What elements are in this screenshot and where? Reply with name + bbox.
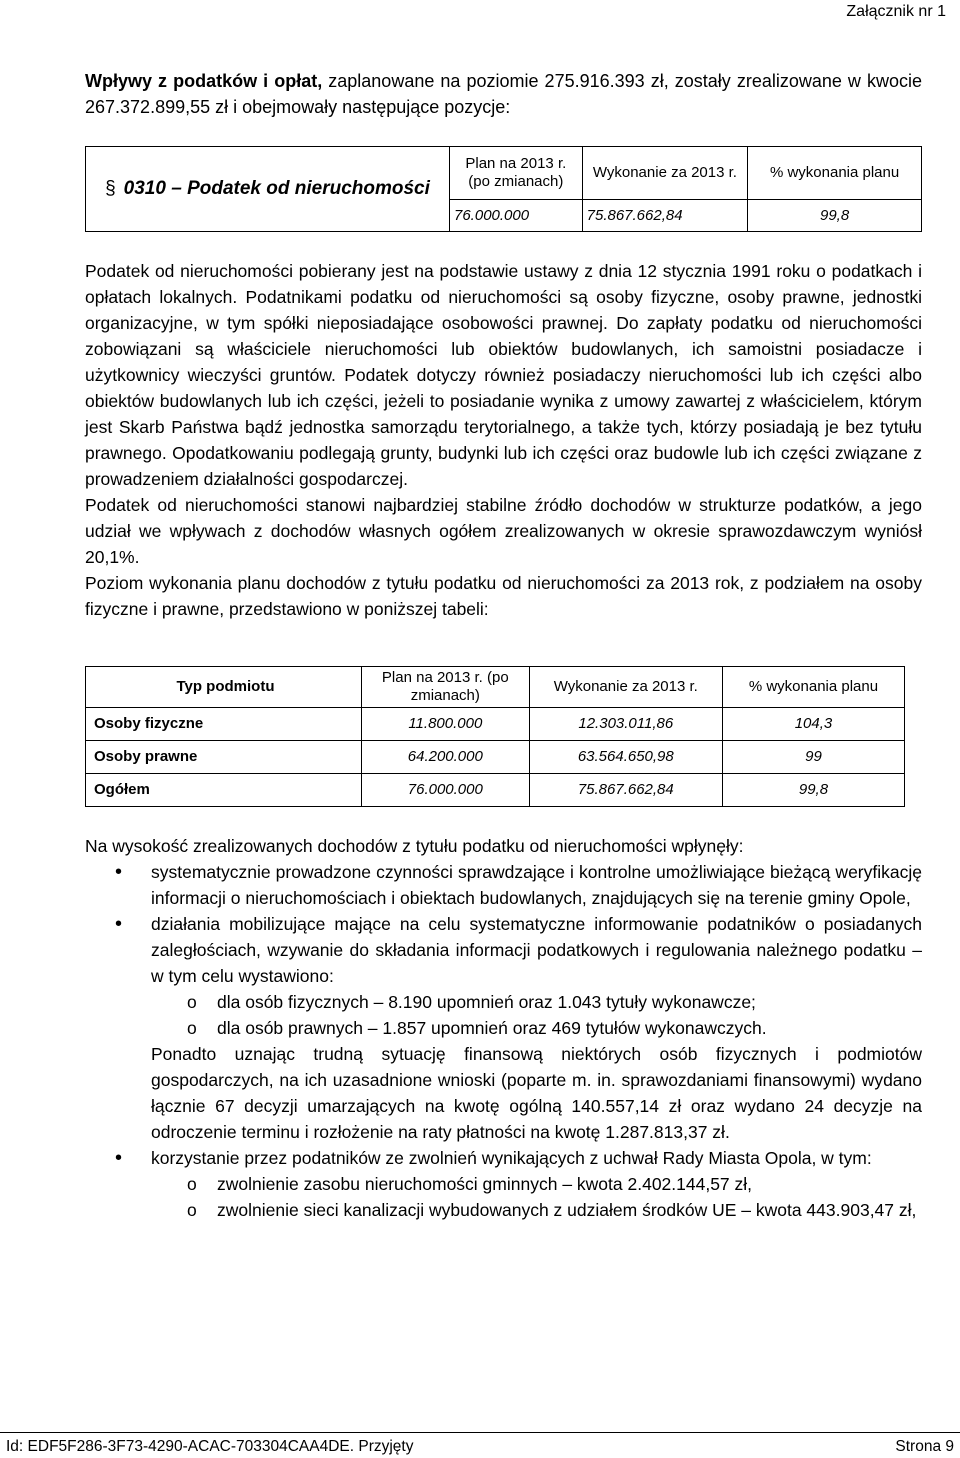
- table-row: [86, 708, 905, 741]
- sub-item-text: dla osób prawnych – 1.857 upomnień oraz 469 tytułów wykonawczych.: [217, 1018, 767, 1038]
- sub-list-item: [187, 1015, 922, 1041]
- page-number: Strona 9: [895, 1438, 954, 1455]
- row-done: 75.867.662,84: [529, 774, 722, 807]
- row-plan: 64.200.000: [361, 741, 529, 774]
- types-header-plan: Plan na 2013 r. (po zmianach): [361, 667, 529, 708]
- types-header-done: Wykonanie za 2013 r.: [529, 667, 722, 708]
- sub-list: [151, 989, 922, 1041]
- page-content: [85, 68, 922, 1223]
- list-item: [115, 859, 922, 911]
- sub-list: [151, 1171, 922, 1223]
- types-header-pct: % wykonania planu: [722, 667, 904, 708]
- row-pct: 104,3: [722, 708, 904, 741]
- intro-paragraph: [85, 68, 922, 120]
- bullet-text: działania mobilizujące mające na celu systematyczne informowanie podatników o posiadanych zaległościach, wzywanie do składania informacji podatkowych i regulowania należnego podatku – w tym celu wystawiono:: [151, 914, 922, 986]
- table-row: [86, 741, 905, 774]
- row-label: Osoby fizyczne: [86, 708, 362, 741]
- summary-value-pct: 99,8: [748, 200, 922, 232]
- bullet-icon: •: [115, 1147, 123, 1169]
- bullet-text: systematycznie prowadzone czynności sprawdzające i kontrolne umożliwiające bieżącą weryfikację informacji o nieruchomościach i obiektach budowlanych, znajdujących się na terenie gminy Opole,: [151, 862, 922, 908]
- sub-list-item: [187, 989, 922, 1015]
- paragraph-3: Poziom wykonania planu dochodów z tytułu podatku od nieruchomości za 2013 rok, z podziałem na osoby fizyczne i prawne, przedstawiono w poniższej tabeli:: [85, 573, 922, 619]
- summary-value-plan: 76.000.000: [450, 200, 583, 232]
- circle-bullet-icon: o: [187, 1200, 197, 1220]
- summary-header-pct: % wykonania planu: [748, 147, 922, 200]
- types-header-type: Typ podmiotu: [86, 667, 362, 708]
- sub-item-text: zwolnienie sieci kanalizacji wybudowanych z udziałem środków UE – kwota 443.903,47 zł,: [217, 1200, 917, 1220]
- sub-item-text: zwolnienie zasobu nieruchomości gminnych – kwota 2.402.144,57 zł,: [217, 1174, 753, 1194]
- intro-bold: Wpływy z podatków i opłat,: [85, 71, 323, 91]
- attachment-label: Załącznik nr 1: [846, 3, 946, 20]
- row-plan: 76.000.000: [361, 774, 529, 807]
- summary-value-done: 75.867.662,84: [582, 200, 748, 232]
- bullet-continuation: Ponadto uznając trudną sytuację finansową niektórych osób fizycznych i podmiotów gospodarczych, na ich uzasadnione wnioski (poparte m. in. sprawozdaniami finansowymi) wydano łącznie 67 decyzji umarzających na kwotę ogólną 140.557,14 zł oraz wydano 24 decyzje na odroczenie terminu i rozłożenie na raty płatności na kwotę 1.287.813,37 zł.: [151, 1044, 922, 1142]
- bullet-text: korzystanie przez podatników ze zwolnień wynikających z uchwał Rady Miasta Opola, w tym:: [151, 1148, 872, 1168]
- sub-list-item: [187, 1197, 922, 1223]
- circle-bullet-icon: o: [187, 1018, 197, 1038]
- types-table: [85, 666, 905, 807]
- document-id: Id: EDF5F286-3F73-4290-ACAC-703304CAA4DE. Przyjęty: [6, 1438, 414, 1455]
- circle-bullet-icon: o: [187, 992, 197, 1012]
- row-label: Ogółem: [86, 774, 362, 807]
- page-footer: [0, 1432, 960, 1457]
- row-label: Osoby prawne: [86, 741, 362, 774]
- table-row: [86, 774, 905, 807]
- row-plan: 11.800.000: [361, 708, 529, 741]
- bullet-icon: •: [115, 861, 123, 883]
- bullet-icon: •: [115, 913, 123, 935]
- row-done: 63.564.650,98: [529, 741, 722, 774]
- row-done: 12.303.011,86: [529, 708, 722, 741]
- list-item: [115, 911, 922, 1145]
- list-title: Na wysokość zrealizowanych dochodów z tytułu podatku od nieruchomości wpłynęły:: [85, 836, 744, 856]
- section-mark: §: [105, 178, 116, 199]
- paragraph-2: Podatek od nieruchomości stanowi najbardziej stabilne źródło dochodów w strukturze podatków, a jego udział we wpływach z dochodów własnych ogółem zrealizowanych w okresie sprawozdawczym wyniósł 20,1%.: [85, 495, 922, 567]
- sub-list-item: [187, 1171, 922, 1197]
- circle-bullet-icon: o: [187, 1174, 197, 1194]
- summary-header-plan: Plan na 2013 r. (po zmianach): [450, 147, 583, 200]
- row-pct: 99: [722, 741, 904, 774]
- row-pct: 99,8: [722, 774, 904, 807]
- summary-table: [85, 146, 922, 232]
- summary-header-done: Wykonanie za 2013 r.: [582, 147, 748, 200]
- influence-list: [85, 859, 922, 1223]
- sub-item-text: dla osób fizycznych – 8.190 upomnień oraz 1.043 tytuły wykonawcze;: [217, 992, 756, 1012]
- summary-title-text: 0310 – Podatek od nieruchomości: [123, 178, 430, 199]
- intro-rest: zaplanowane na poziomie 275.916.393 zł, zostały zrealizowane w kwocie 267.372.899,55 zł i obejmowały następujące pozycje:: [85, 71, 923, 117]
- summary-title: [86, 147, 450, 232]
- paragraph-1: Podatek od nieruchomości pobierany jest na podstawie ustawy z dnia 12 stycznia 1991 roku o podatkach i opłatach lokalnych. Podatnikami podatku od nieruchomości są osoby fizyczne, osoby prawne, jednostki organizacyjne, w tym spółki nieposiadające osobowości prawnej. Do zapłaty podatku od nieruchomości zobowiązani są właściciele nieruchomości lub obiektów budowlanych, ich samoistni posiadacze i użytkownicy wieczyści gruntów. Podatek dotyczy również posiadaczy nieruchomości lub ich części albo obiektów budowlanych lub ich części, jeżeli to posiadanie wynika z umowy zawartej z właścicielem, którym jest Skarb Państwa bądź jednostka samorządu terytorialnego, a także tych, którzy posiadają je bez tytułu prawnego. Opodatkowaniu podlegają grunty, budynki lub ich części oraz budowle lub ich części związane z prowadzeniem działalności gospodarczej.: [85, 261, 922, 489]
- list-item: [115, 1145, 922, 1223]
